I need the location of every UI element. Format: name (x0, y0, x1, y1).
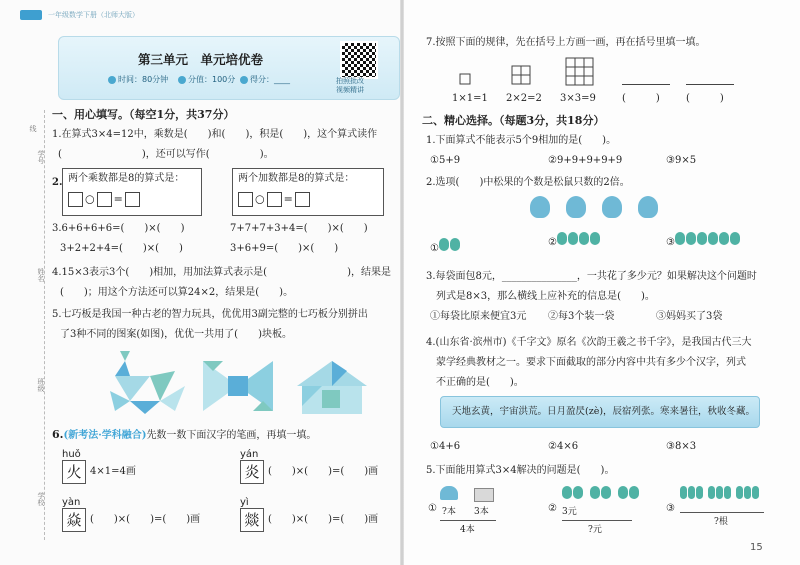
pinecone-icon (730, 232, 740, 245)
books-icon (474, 488, 494, 502)
page-title: 第三单元 单元培优卷 (138, 52, 264, 67)
q7-grid-figures (450, 56, 610, 92)
veg-icon (744, 486, 751, 499)
q7-line-5 (686, 84, 734, 85)
pinecone-icon (697, 232, 707, 245)
q3a: 3.6+6+6+6=( )×( ) (52, 223, 185, 234)
q4-line2: ( )；用这个方法还可以算24×2，结果是( )。 (60, 287, 294, 298)
pinecone-icon (557, 232, 567, 245)
s2-q4-line3: 不正确的是( )。 (436, 377, 524, 388)
result-info (240, 74, 290, 85)
s2-q3-opt2[interactable]: ②每3个装一袋 (548, 311, 615, 322)
q2-right-text: 两个加数都是8的算式是： (238, 173, 355, 184)
s2-q5: 5.下面能用算式3×4解决的问题是( )。 (426, 465, 615, 476)
q7-eq-1: 1×1=1 (452, 93, 488, 104)
q3c: 3+2+2+4=( )×( ) (60, 243, 183, 254)
fruit-icon (573, 486, 583, 499)
char-pinyin-huo: huǒ (62, 449, 81, 460)
time-info (108, 74, 168, 85)
s2-q1-opt2[interactable]: ②9+9+9+9+9 (548, 155, 623, 166)
s2-q2-opt2[interactable] (548, 232, 601, 249)
q4-line1: 4.15×3表示3个( )相加，用加法算式表示是( )，结果是 (52, 267, 391, 278)
pinecone-icon (568, 232, 578, 245)
opt-label: ① (430, 243, 439, 254)
q3d: 3+6+9=( )×( ) (230, 243, 339, 254)
q2-number: 2. (52, 177, 63, 188)
blank-box[interactable] (267, 192, 282, 207)
student-id-label: 学号 (37, 150, 45, 164)
veg-icon (716, 486, 723, 499)
q7-eq-5: ( ) (686, 93, 724, 104)
qr-caption (336, 77, 364, 95)
blank-box[interactable] (295, 192, 310, 207)
s2-q3-line1: 3.每袋面包8元，_______________，一共花了多少元？如果解决这个问题时 (426, 271, 757, 282)
q2-right-blanks: ○ = (238, 192, 312, 207)
banner-text: 天地玄黄，宇宙洪荒。日月盈昃(zè)，辰宿列张。寒来暑往，秋收冬藏。 (452, 406, 756, 417)
veg-icon (736, 486, 743, 499)
veg-icon (752, 486, 759, 499)
fruit-icon (562, 486, 572, 499)
opt-label: ③ (666, 237, 675, 248)
fruit-icon (601, 486, 611, 499)
time-text: 时间：80分钟 (118, 75, 169, 84)
fruit-icon (590, 486, 600, 499)
cut-label: 线 (29, 125, 37, 132)
bracket-line (440, 520, 496, 521)
s2-q5-opt2-val: 3元 (562, 507, 577, 517)
char-yi-eq: ( )×( )=( )画 (268, 514, 379, 525)
s2-q1-opt3[interactable]: ③9×5 (666, 155, 697, 166)
clock-icon (108, 76, 116, 84)
squirrel-icon (566, 196, 586, 218)
s2-q1-opt1[interactable]: ①5+9 (430, 155, 461, 166)
q5-line2: 了3种不同的图案(如图)，优优一共用了( )块板。 (60, 329, 292, 340)
result-text: 得分：____ (250, 75, 290, 84)
s2-q5-opt1-label[interactable]: ① (428, 503, 437, 514)
q7-text: 7.按照下面的规律，先在括号上方画一画，再在括号里填一填。 (426, 37, 706, 48)
page-fold (400, 0, 404, 565)
section1-title: 一、用心填写。（每空1分，共37分） (52, 108, 235, 121)
q2-left-text: 两个乘数都是8的算式是： (68, 173, 185, 184)
tangram-swan-image (100, 346, 190, 416)
s2-q4-line1: 4.(山东省·滨州市)《千字文》原名《次韵王羲之书千字》，是我国古代三大 (426, 337, 752, 348)
s2-q4-line2: 蒙学经典教材之一。要求下面截取的部分内容中共有多少个汉字，列式 (436, 357, 746, 368)
s2-q3-line2: 列式是8×3，那么横线上应补充的信息是( )。 (436, 291, 655, 302)
char-yi: 燚 (240, 508, 264, 532)
vegetables-image (680, 486, 760, 502)
pinecone-icon (439, 238, 449, 251)
s2-q5-opt3-label[interactable]: ③ (666, 503, 675, 514)
pinecone-icon (719, 232, 729, 245)
s2-q3-opt1[interactable]: ①每袋比原来便宜3元 (430, 311, 527, 322)
score-text: 分值：100分 (188, 75, 236, 84)
s2-q5-opt2-label[interactable]: ② (548, 503, 557, 514)
s2-q5-opt1-q: ?本 (442, 507, 456, 517)
char-pinyin-yan: yán (240, 449, 259, 460)
cut-line (44, 110, 45, 540)
q6-tag: (新考法·学科融合) (63, 430, 147, 441)
tangram-bowtie-image (198, 356, 278, 416)
q7-eq-2: 2×2=2 (506, 93, 542, 104)
veg-icon (680, 486, 687, 499)
qr-code[interactable] (340, 41, 378, 79)
schoolbag-icon (440, 486, 458, 500)
s2-q5-opt2-total: ?元 (588, 525, 602, 535)
veg-icon (724, 486, 731, 499)
topbar-badge (20, 10, 42, 20)
q6-text: 先数一数下面汉字的笔画，再填一填。 (146, 430, 317, 441)
q6-line: 6.(新考法·学科融合)先数一数下面汉字的笔画，再填一填。 (52, 428, 317, 441)
s2-q5-opt3-total: ?根 (714, 517, 728, 527)
q5-line1: 5.七巧板是我国一种古老的智力玩具，优优用3副完整的七巧板分别拼出 (52, 309, 368, 320)
s2-q4-opt1[interactable]: ①4+6 (430, 441, 461, 452)
score-info (178, 74, 235, 85)
char-yan2-eq: ( )×( )=( )画 (90, 514, 201, 525)
veg-icon (688, 486, 695, 499)
squirrel-icon (602, 196, 622, 218)
q2-left-blanks: ○ = (68, 192, 142, 207)
q7-line-4 (622, 84, 670, 85)
char-yan-eq: ( )×( )=( )画 (268, 466, 379, 477)
s2-q5-opt1-val: 3本 (474, 507, 489, 517)
pinecone-icon (708, 232, 718, 245)
s2-q2: 2.选项( )中松果的个数是松鼠只数的2倍。 (426, 177, 630, 188)
fruit-icon (618, 486, 628, 499)
qr-caption-1: 拍照批改 (336, 77, 364, 85)
star-icon (178, 76, 186, 84)
q3b: 7+7+7+3+4=( )×( ) (230, 223, 368, 234)
q1-line2: ( )，还可以写作( )。 (58, 149, 274, 160)
char-yan2: 焱 (62, 508, 86, 532)
pen-icon (240, 76, 248, 84)
squirrel-icon (638, 196, 658, 218)
page-number: 15 (750, 542, 763, 553)
q7-eq-4: ( ) (622, 93, 660, 104)
qr-caption-2: 视频精讲 (336, 86, 364, 94)
pinecone-icon (686, 232, 696, 245)
s2-q3-opt3[interactable]: ③妈妈买了3袋 (656, 311, 723, 322)
fruit-icon (629, 486, 639, 499)
veg-icon (708, 486, 715, 499)
s2-q2-opt1[interactable] (430, 238, 461, 255)
pineapples-image (562, 486, 640, 502)
s2-q2-opt3[interactable] (666, 232, 741, 249)
topbar-text: 一年级数学下册（北师大版） (48, 11, 139, 19)
s2-q4-opt2[interactable]: ②4×6 (548, 441, 579, 452)
pinecone-icon (450, 238, 460, 251)
pinecone-icon (675, 232, 685, 245)
q7-eq-3: 3×3=9 (560, 93, 596, 104)
blank-box[interactable] (68, 192, 83, 207)
q1-line1: 1.在算式3×4=12中，乘数是( )和( )，积是( )，这个算式读作 (52, 129, 378, 140)
bracket-line (562, 520, 632, 521)
blank-box[interactable] (238, 192, 253, 207)
s2-q4-opt3[interactable]: ③8×3 (666, 441, 697, 452)
bracket-line (680, 512, 764, 513)
class-label: 班级 (37, 378, 45, 392)
pinecone-icon (590, 232, 600, 245)
s2-q1: 1.下面算式不能表示5个9相加的是( )。 (426, 135, 617, 146)
pinecone-icon (579, 232, 589, 245)
squirrel-icon (530, 196, 550, 218)
blank-box[interactable] (97, 192, 112, 207)
char-pinyin-yan2: yàn (62, 497, 81, 508)
char-yan: 炎 (240, 460, 264, 484)
school-label: 学校 (37, 492, 45, 506)
name-label: 姓名 (37, 268, 45, 282)
char-huo: 火 (62, 460, 86, 484)
veg-icon (696, 486, 703, 499)
blank-box[interactable] (125, 192, 140, 207)
tangram-house-image (292, 356, 374, 418)
section2-title: 二、精心选择。（每题3分，共18分） (422, 114, 605, 127)
char-huo-eq: 4×1=4画 (90, 466, 136, 477)
s2-q5-opt1-total: 4本 (460, 525, 475, 535)
char-pinyin-yi: yì (240, 497, 249, 508)
opt-label: ② (548, 237, 557, 248)
